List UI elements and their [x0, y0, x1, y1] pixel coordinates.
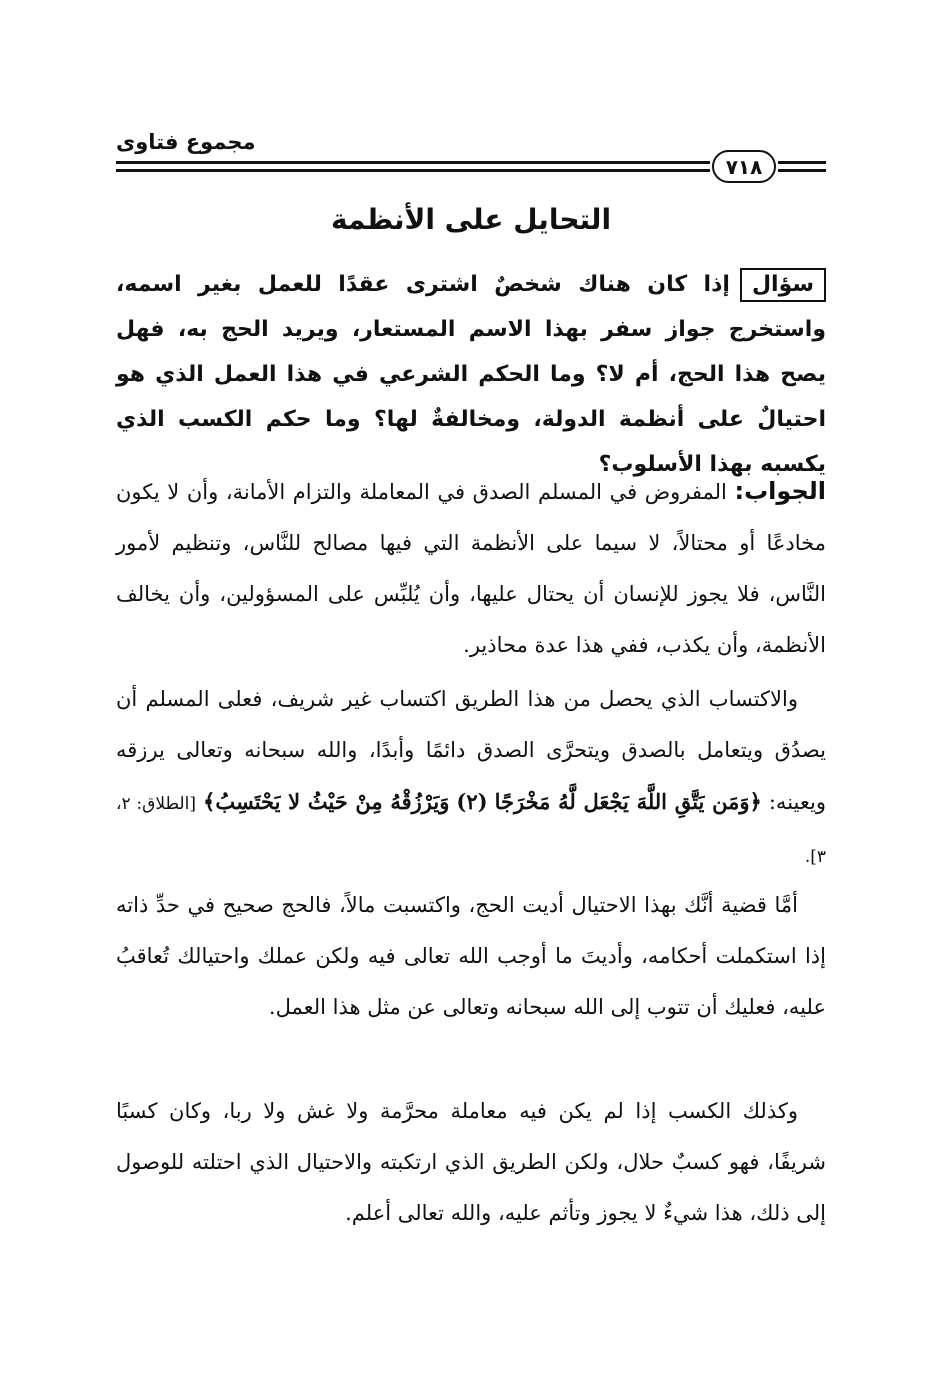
running-title: مجموع فتاوى: [116, 130, 256, 154]
verse-reference: [الطلاق: ٢، ٣].: [116, 794, 826, 867]
verse-number-mark: (٢): [456, 789, 488, 814]
header-rule-bottom-left: [116, 169, 710, 172]
answer-paragraph-2: [116, 674, 826, 883]
header-rule-top-left: [116, 161, 710, 164]
verse-open-bracket: ﴿: [749, 789, 762, 814]
page-number-badge: [712, 150, 776, 183]
verse-part-1: وَمَن يَتَّقِ اللَّهَ يَجْعَل لَّهُ مَخْرَجًا: [494, 789, 750, 814]
answer-paragraph-2-text: والاكتساب الذي يحصل من هذا الطريق اكتساب غير شريف، فعلى المسلم أن يصدُق ويتعامل بالصدق ويتحرَّى الصدق دائمًا وأبدًا، والله سبحانه وتعالى يرزقه ويعينه:: [116, 687, 826, 814]
answer-paragraph-4: [116, 1086, 826, 1239]
header-rule-top-right: [778, 161, 826, 164]
page-number: ٧١٨: [725, 154, 763, 179]
verse-part-2: وَيَرْزُقْهُ مِنْ حَيْثُ لا يَحْتَسِبُ: [215, 789, 450, 814]
question-text: إذا كان هناك شخصٌ اشترى عقدًا للعمل بغير اسمه، واستخرج جواز سفر بهذا الاسم المستعار، ويريد الحج به، فهل يصح هذا الحج، أم لا؟ وما الحكم الشرعي في هذا العمل الذي هو احتيالٌ على أنظمة الدولة، ومخالفةٌ لها؟ وما حكم الكسب الذي يكسبه بهذا الأسلوب؟: [116, 272, 826, 477]
answer-paragraph-1-text: المفروض في المسلم الصدق في المعاملة والتزام الأمانة، وأن لا يكون مخادعًا أو محتالاً، لا سيما على الأنظمة التي فيها مصالح للنَّاس، وتنظيم لأمور النَّاس، فلا يجوز للإنسان أن يحتال عليها، وأن يُلبِّس على المسؤولين، وأن يخالف الأنظمة، وأن يكذب، ففي هذا عدة محاذير.: [116, 480, 826, 657]
header-rule-bottom-right: [778, 169, 826, 172]
answer-paragraph-1: [116, 466, 826, 671]
question-label-box: سؤال: [740, 268, 826, 302]
answer-label: الجواب:: [734, 477, 826, 505]
question-block: [116, 262, 826, 487]
section-title: التحايل على الأنظمة: [330, 203, 612, 236]
answer-paragraph-3-text: أمَّا قضية أنَّك بهذا الاحتيال أديت الحج، واكتسبت مالاً، فالحج صحيح في حدِّ ذاته إذا استكملت أحكامه، وأديتَ ما أوجب الله تعالى فيه ولكن عملك واحتيالك تُعاقبُ عليه، فعليك أن تتوب إلى الله سبحانه وتعالى عن مثل هذا العمل.: [116, 893, 826, 1019]
answer-paragraph-3: [116, 880, 826, 1033]
verse-close-bracket: ﴾: [203, 789, 216, 814]
answer-paragraph-4-text: وكذلك الكسب إذا لم يكن فيه معاملة محرَّمة ولا غش ولا ربا، وكان كسبًا شريفًا، فهو كسبٌ حلال، ولكن الطريق الذي ارتكبته والاحتيال الذي احتلته للوصول إلى ذلك، هذا شيءٌ لا يجوز وتأثم عليه، والله تعالى أعلم.: [116, 1099, 826, 1225]
